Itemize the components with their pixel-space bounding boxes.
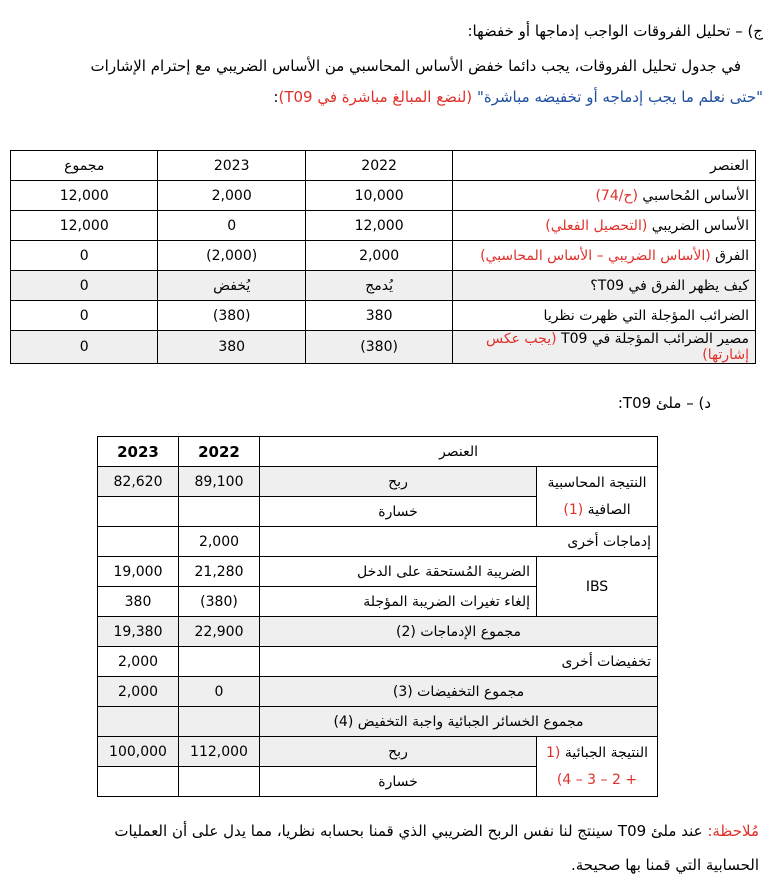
t2-header-2023: 2023 [98, 437, 179, 467]
t09-table [97, 436, 658, 797]
heading-d: د) – ملئ T09: [617, 394, 711, 412]
intro-paragraph-2: "حتى نعلم ما يجب إدماجه أو تخفيضه مباشرة" (لنضع المبالغ مباشرة في T09): [273, 88, 763, 106]
table-row: الفرق (الأساس الضريبي – الأساس المحاسبي) 2,000 (2,000) 0 [11, 241, 756, 271]
table-row: إلغاء تغيرات الضريبة المؤجلة (380) 380 [98, 587, 658, 617]
heading-c: ج) – تحليل الفروقات الواجب إدماجها أو خفضها: [467, 22, 763, 40]
table-row: خسارة [98, 767, 658, 797]
table-row: مصير الضرائب المؤجلة في T09 (يجب عكس إشارتها) (380) 380 0 [11, 331, 756, 364]
table-row: تخفيضات أخرى 2,000 [98, 647, 658, 677]
table-row: IBS الضريبة المُستحقة على الدخل 21,280 19,000 [98, 557, 658, 587]
table-row: النتيجة المحاسبية الصافية (1) ربح 89,100 82,620 [98, 467, 658, 497]
table-row: النتيجة الجبائية (1 + 2 – 3 – 4) ربح 112,000 100,000 [98, 737, 658, 767]
table1-header [11, 151, 756, 181]
note-continued: الحسابية التي قمنا بها صحيحة. [571, 856, 759, 874]
intro-red-note: (لنضع المبالغ مباشرة في T09) [278, 88, 473, 106]
table-row: الأساس المُحاسبي (ح/74) 10,000 2,000 12,000 [11, 181, 756, 211]
note-label: مُلاحظة: [707, 822, 759, 840]
table-row: مجموع التخفيضات (3) 0 2,000 [98, 677, 658, 707]
table-row: الأساس الضريبي (التحصيل الفعلي) 12,000 0 12,000 [11, 211, 756, 241]
table2-header [98, 437, 658, 467]
header-total: مجموع [11, 151, 158, 181]
header-2022: 2022 [305, 151, 452, 181]
intro-quote: "حتى نعلم ما يجب إدماجه أو تخفيضه مباشرة" [476, 88, 763, 106]
table-row: كيف يظهر الفرق في T09؟ يُدمج يُخفض 0 [11, 271, 756, 301]
header-item: العنصر [453, 151, 756, 181]
table-row: الضرائب المؤجلة التي ظهرت نظريا 380 (380) 0 [11, 301, 756, 331]
table-row: مجموع الإدماجات (2) 22,900 19,380 [98, 617, 658, 647]
table-row: مجموع الخسائر الجبائية واجبة التخفيض (4) [98, 707, 658, 737]
t2-header-2022: 2022 [179, 437, 260, 467]
header-2023: 2023 [158, 151, 305, 181]
differences-table [10, 150, 756, 364]
note-text: عند ملئ T09 سينتج لنا نفس الربح الضريبي الذي قمنا بحسابه نظريا، مما يدل على أن العمليات [114, 822, 703, 840]
table-row: إدماجات أخرى 2,000 [98, 527, 658, 557]
intro-paragraph: في جدول تحليل الفروقات، يجب دائما خفض الأساس المحاسبي من الأساس الضريبي مع إحترام الإشارات [90, 57, 741, 75]
t2-header-item: العنصر [260, 437, 658, 467]
note [0, 822, 759, 840]
table-row: خسارة [98, 497, 658, 527]
